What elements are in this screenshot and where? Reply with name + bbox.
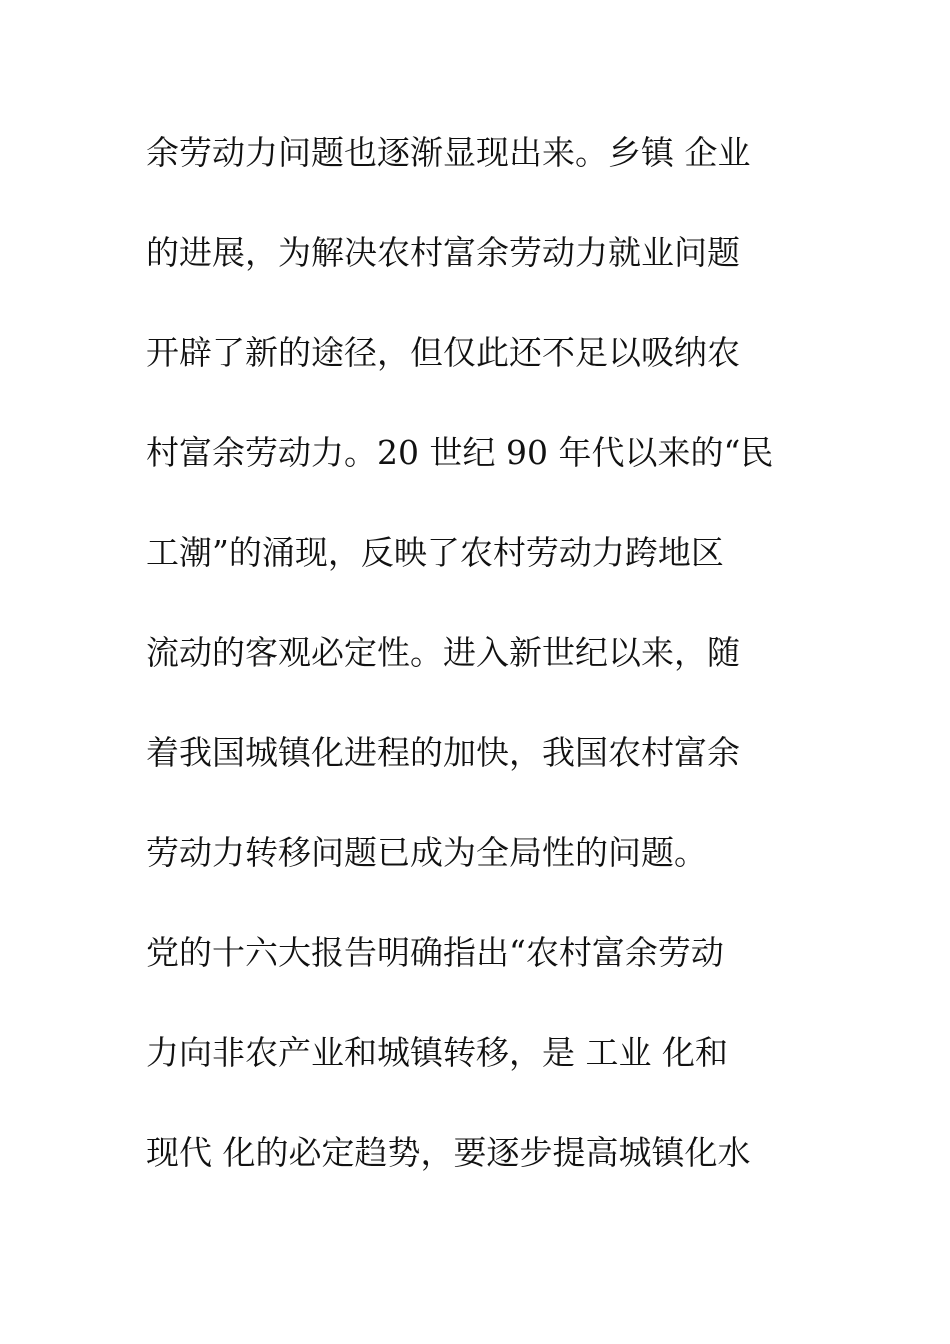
text-line-1: 余劳动力问题也逐渐显现出来。乡镇 企业: [146, 133, 751, 172]
body-text: [146, 126, 846, 1226]
text-line-5: 工潮”的涌现，反映了农村劳动力跨地区: [146, 533, 724, 572]
text-line-3: 开辟了新的途径，但仅此还不足以吸纳农: [146, 333, 740, 372]
text-line-7: 着我国城镇化进程的加快，我国农村富余: [146, 733, 740, 772]
text-line-10: 力向非农产业和城镇转移，是 工业 化和: [146, 1033, 728, 1072]
text-line-8: 劳动力转移问题已成为全局性的问题。: [146, 833, 707, 872]
text-line-6: 流动的客观必定性。进入新世纪以来，随: [146, 633, 740, 672]
text-line-11: 现代 化的必定趋势，要逐步提高城镇化水: [146, 1133, 751, 1172]
text-line-4: 村富余劳动力。20 世纪 90 年代以来的“民: [146, 433, 774, 472]
text-line-2: 的进展，为解决农村富余劳动力就业问题: [146, 233, 740, 272]
text-line-9: 党的十六大报告明确指出“农村富余劳动: [146, 933, 724, 972]
